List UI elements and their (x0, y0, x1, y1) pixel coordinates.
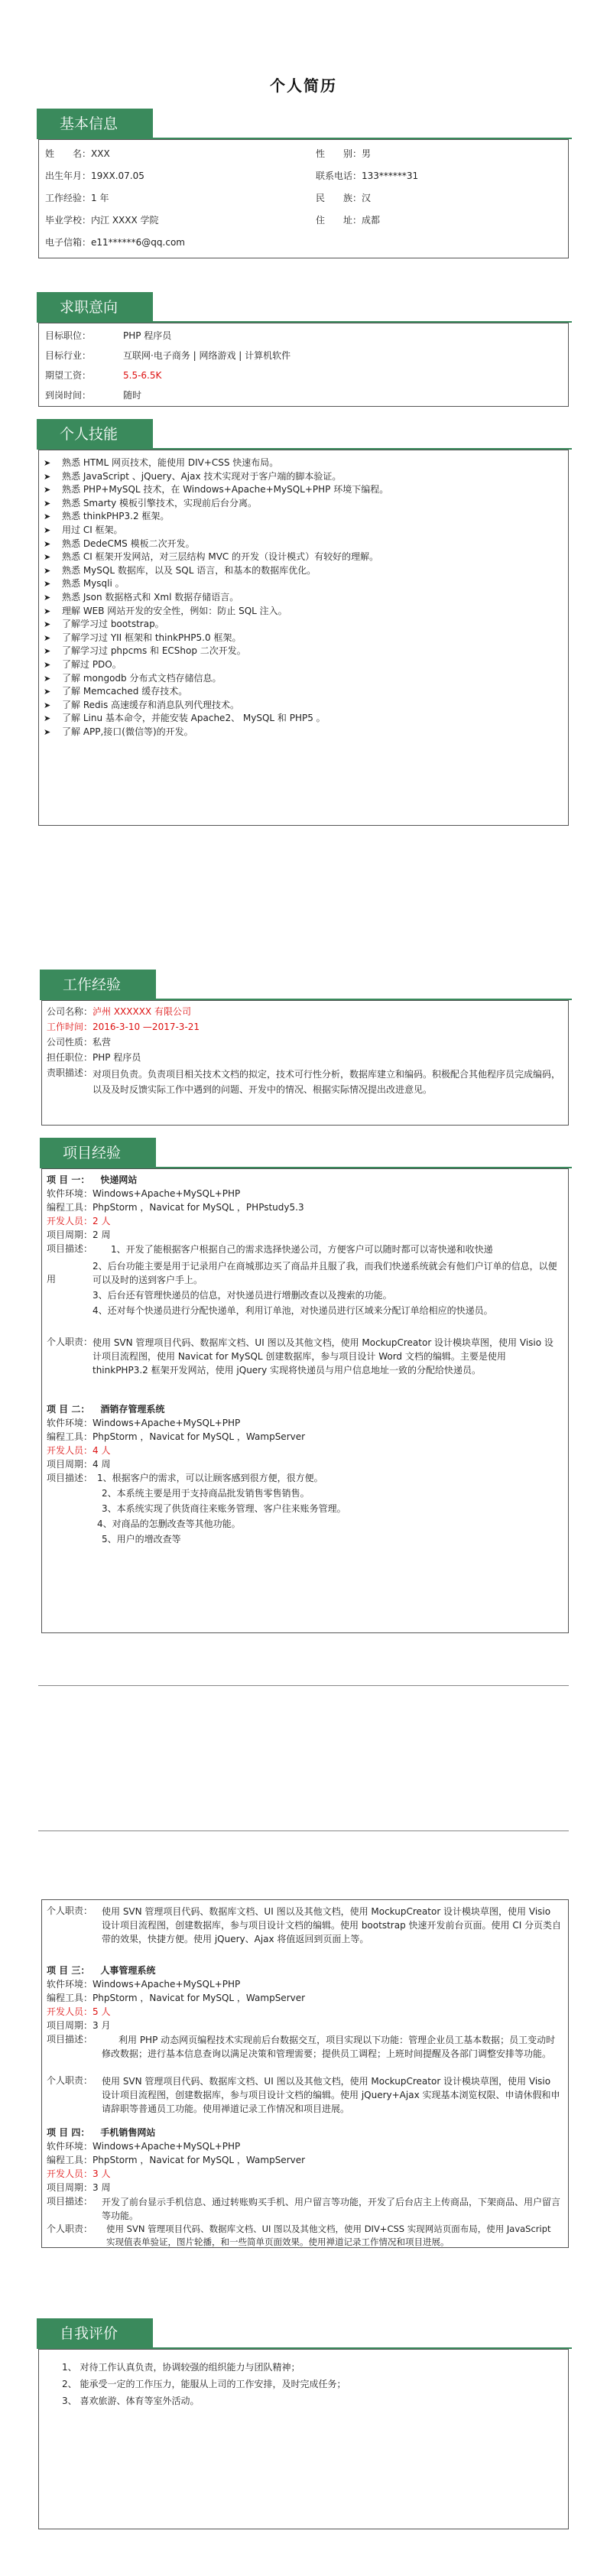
skill-text: 熟悉 Smarty 模板引擎技术，实现前后台分离。 (62, 497, 258, 508)
skill-text: 了解学习过 YII 框架和 thinkPHP5.0 框架。 (62, 632, 242, 643)
role-text: 使用 SVN 管理项目代码、数据库文档、UI 图以及其他文档，使用 MockupCreator 设计模块草图，使用 Visio 设计项目流程图，创建数据库，参与项目设计文档的编辑。使用 jQuery+Ajax 实现基本浏览权限、申请休假和申请辞职等普通员工功能。使用禅道记录工作情况和项目进展。 (102, 2076, 560, 2114)
role-text: 使用 SVN 管理项目代码、数据库文档、UI 图以及其他文档，使用 MockupCreator 设计模块草图，使用 Visio 设计项目流程图，创建数据库，参与项目设计文档的编辑。使用 bootstrap 快速开发前台页面。使用 CI 分页类自带的效果，快捷方便。使用 jQuery、Ajax 将值返回到页面上等。 (102, 1906, 562, 1944)
period-value: 4 周 (93, 1459, 111, 1470)
period-value: 3 月 (93, 2020, 111, 2031)
skill-item (41, 618, 388, 632)
basic-info-box (38, 139, 569, 258)
project-desc-line: 3、后台还有管理快递员的信息，对快递员进行增删改查以及搜索的功能。 (93, 1290, 392, 1301)
skill-text: 了解 Redis 高速缓存和消息队列代理技术。 (62, 699, 240, 710)
role-label: 个人职责： (47, 1337, 93, 1347)
skill-text: 了解 APP,接口(微信等)的开发。 (62, 726, 193, 737)
project-desc-line: 2、本系统主要是用于支持商品批发销售零售销售。 (102, 1488, 310, 1499)
school-label: 毕业学校： (45, 215, 92, 226)
skill-text: 熟悉 MySQL 数据库，以及 SQL 语言，和基本的数据库优化。 (62, 564, 316, 576)
tool-label: 编程工具： (47, 1993, 93, 2003)
project-desc-line: 1、根据客户的需求，可以让顾客感到很方便，很方便。 (97, 1473, 323, 1483)
role-label: 个人职责： (47, 1905, 93, 1916)
skill-text: 熟悉 HTML 网页技术，能使用 DIV+CSS 快速布局。 (62, 457, 279, 468)
intent-value: 互联网·电子商务 | 网络游戏 | 计算机软件 (123, 350, 291, 361)
section-header-skills: 个人技能 (37, 419, 153, 450)
arrow-bullet-icon: ➤ (44, 579, 51, 590)
tool-label: 编程工具： (47, 2155, 93, 2165)
project-name: 快递网站 (100, 1174, 138, 1185)
desc-label: 项目描述： (47, 1473, 93, 1483)
arrow-bullet-icon: ➤ (44, 632, 51, 643)
dev-value: 4 人 (93, 1445, 111, 1456)
arrow-bullet-icon: ➤ (44, 606, 51, 616)
role-text: 使用 SVN 管理项目代码、数据库文档、UI 图以及其他文档，使用 DIV+CSS 实现网站页面布局，使用 JavaScript 实现值表单验证，图片轮播，和一些简单页面效果。使用禅道记录工作情况和项目进展。 (106, 2224, 551, 2247)
intent-label: 期望工资： (45, 370, 92, 381)
nature-value: 私营 (93, 1037, 112, 1048)
tool-value: PhpStorm ，Navicat for MySQL ，WampServer (93, 1431, 306, 1442)
period-label: 项目周期： (47, 2020, 93, 2031)
section-header-evaluation: 自我评价 (37, 2318, 153, 2349)
desc-label: 项目描述： (47, 1243, 93, 1254)
skill-text: 熟悉 Mysqli 。 (62, 578, 125, 590)
position-label: 担任职位： (47, 1052, 93, 1063)
role-label: 个人职责： (47, 2224, 93, 2234)
skill-item (41, 497, 388, 511)
skills-list (41, 456, 388, 739)
evaluation-item: 2、 能承受一定的工作压力，能服从上司的工作安排，及时完成任务； (62, 2379, 346, 2389)
arrow-bullet-icon: ➤ (44, 726, 51, 737)
tool-value: PhpStorm ，Navicat for MySQL ，PHPstudy5.3 (93, 1202, 304, 1213)
project-desc-line: 3、本系统实现了供货商往来账务管理、客户往来账务管理。 (102, 1503, 346, 1514)
skill-item (41, 483, 388, 497)
project-desc-line: 2、后台功能主要是用于记录用户在商城那边买了商品并且服了我，而我们快递系统就会有他们户订单的信息，以便可以及时的送到客户手上。 (93, 1261, 557, 1285)
arrow-bullet-icon: ➤ (44, 565, 51, 576)
skill-item (41, 470, 388, 484)
intent-value: 5.5-6.5K (123, 370, 162, 381)
skill-item (41, 551, 388, 564)
company-label: 公司名称： (47, 1006, 93, 1017)
gender-value: 男 (362, 148, 372, 159)
intent-label: 到岗时间： (45, 390, 92, 401)
arrow-bullet-icon: ➤ (44, 673, 51, 684)
arrow-bullet-icon: ➤ (44, 498, 51, 508)
dev-label: 开发人员： (47, 2168, 93, 2179)
arrow-bullet-icon: ➤ (44, 619, 51, 630)
role-text: 使用 SVN 管理项目代码、数据库文档、UI 图以及其他文档，使用 MockupCreator 设计模块草图，使用 Visio 设计项目流程图，使用 Navicat for MySQL 创建数据库，参与项目设计 Word 文档的编辑。主要是使用 thinkPHP3.2 框架开发网站，使用 jQuery 实现将快递员与用户信息地址一致的分配给快递员。 (93, 1337, 553, 1376)
email-value[interactable]: e11******6@qq.com (91, 237, 185, 248)
birth-label: 出生年月： (45, 171, 92, 181)
addr-value: 成都 (362, 215, 381, 226)
skill-text: 熟悉 Json 数据格式和 Xml 数据存储语言。 (62, 591, 239, 603)
tool-label: 编程工具： (47, 1202, 93, 1213)
arrow-bullet-icon: ➤ (44, 538, 51, 549)
arrow-bullet-icon: ➤ (44, 552, 51, 563)
duty-text: 对项目负责。负责项目相关技术文档的拟定，技术可行性分析，数据库建立和编码。积极配合其他程序员完成编码，以及及时反馈实际工作中遇到的问题、开发中的情况、根据实际情况提出改进意见。 (93, 1069, 561, 1095)
intent-label: 目标行业： (45, 350, 92, 361)
nature-label: 公司性质： (47, 1037, 93, 1048)
dev-value: 2 人 (93, 1216, 111, 1226)
intent-box (38, 323, 569, 407)
skill-item (41, 726, 388, 739)
skill-item (41, 685, 388, 699)
period-label: 项目周期： (47, 2182, 93, 2193)
name-label: 姓 名： (45, 148, 92, 159)
evaluation-box (38, 2349, 569, 2529)
env-value: Windows+Apache+MySQL+PHP (93, 2141, 241, 2152)
arrow-bullet-icon: ➤ (44, 646, 51, 657)
period-label: 项目周期： (47, 1230, 93, 1240)
project-name: 人事管理系统 (100, 1965, 156, 1976)
skill-text: 了解学习过 phpcms 和 ECShop 二次开发。 (62, 645, 246, 657)
project-desc-line: 用 (47, 1274, 57, 1285)
time-value: 2016-3-10 —2017-3-21 (93, 1022, 200, 1032)
page-break-rule (38, 1685, 569, 1686)
env-value: Windows+Apache+MySQL+PHP (93, 1979, 241, 1990)
role-label: 个人职责： (47, 2075, 93, 2086)
phone-value: 133******31 (362, 171, 419, 181)
arrow-bullet-icon: ➤ (44, 592, 51, 603)
project-desc-line: 4、还对每个快递员进行分配快递单，利用订单池，对快递员进行区域来分配订单给相应的快递员。 (93, 1305, 493, 1316)
skills-box (38, 450, 569, 826)
skill-text: 熟悉 JavaScript 、jQuery、Ajax 技术实现对于客户端的脚本验证。 (62, 470, 342, 482)
evaluation-item: 1、 对待工作认真负责，协调较强的组织能力与团队精神； (62, 2362, 300, 2373)
project-no: 项 目 三： (47, 1965, 90, 1976)
arrow-bullet-icon: ➤ (44, 512, 51, 522)
project-desc-line: 5、用户的增改查等 (102, 1534, 181, 1545)
env-label: 软件环境： (47, 2141, 93, 2152)
desc-label: 项目描述： (47, 2034, 93, 2045)
period-value: 3 周 (93, 2182, 111, 2193)
dev-value: 3 人 (93, 2168, 111, 2179)
skill-item (41, 712, 388, 726)
period-value: 2 周 (93, 1230, 111, 1240)
env-label: 软件环境： (47, 1188, 93, 1199)
projects-box-page1 (41, 1168, 569, 1633)
work-box (41, 1000, 569, 1126)
env-value: Windows+Apache+MySQL+PHP (93, 1418, 241, 1428)
phone-label: 联系电话： (316, 171, 362, 181)
env-label: 软件环境： (47, 1979, 93, 1990)
dev-label: 开发人员： (47, 1216, 93, 1226)
page-title: 个人简历 (270, 76, 337, 95)
arrow-bullet-icon: ➤ (44, 485, 51, 495)
skill-item (41, 510, 388, 524)
dev-value: 5 人 (93, 2006, 111, 2017)
skill-item (41, 632, 388, 645)
school-value: 内江 XXXX 学院 (91, 215, 159, 226)
arrow-bullet-icon: ➤ (44, 713, 51, 724)
skill-item (41, 672, 388, 686)
skill-item (41, 524, 388, 538)
skill-text: 理解 WEB 网站开发的安全性，例如：防止 SQL 注入。 (62, 605, 287, 616)
skill-text: 了解学习过 bootstrap。 (62, 619, 164, 630)
skill-item (41, 456, 388, 470)
skill-item (41, 699, 388, 713)
arrow-bullet-icon: ➤ (44, 525, 51, 535)
tool-label: 编程工具： (47, 1431, 93, 1442)
skill-text: 熟悉 thinkPHP3.2 框架。 (62, 511, 170, 522)
tool-value: PhpStorm ，Navicat for MySQL ，WampServer (93, 1993, 306, 2003)
arrow-bullet-icon: ➤ (44, 700, 51, 710)
arrow-bullet-icon: ➤ (44, 687, 51, 697)
project-desc-line: 4、对商品的怎删改查等其他功能。 (97, 1519, 241, 1529)
period-label: 项目周期： (47, 1459, 93, 1470)
exp-value: 1 年 (91, 193, 109, 203)
birth-value: 19XX.07.05 (91, 171, 144, 181)
dev-label: 开发人员： (47, 1445, 93, 1456)
dev-label: 开发人员： (47, 2006, 93, 2017)
page-break-rule (38, 1830, 569, 1831)
name-value: XXX (91, 148, 110, 159)
skill-text: 了解 Linu 基本命令，并能安装 Apache2、 MySQL 和 PHP5 。 (62, 713, 326, 724)
skill-text: 了解 Memcached 缓存技术。 (62, 686, 188, 697)
intent-label: 目标职位： (45, 330, 92, 341)
skill-text: 熟悉 CI 框架开发网站，对三层结构 MVC 的开发（设计模式）有较好的理解。 (62, 551, 379, 563)
duty-label: 责职描述： (47, 1067, 93, 1078)
tool-value: PhpStorm ，Navicat for MySQL ，WampServer (93, 2155, 306, 2165)
ethnic-label: 民 族： (316, 193, 362, 203)
projects-box-page2 (41, 1899, 569, 2248)
section-header-basic: 基本信息 (37, 109, 153, 139)
arrow-bullet-icon: ➤ (44, 458, 51, 468)
skill-text: 了解过 PDO。 (62, 658, 122, 670)
position-value: PHP 程序员 (93, 1052, 141, 1063)
project-name: 酒销存管理系统 (100, 1404, 165, 1415)
env-value: Windows+Apache+MySQL+PHP (93, 1188, 241, 1199)
gender-label: 性 别： (316, 148, 362, 159)
time-label: 工作时间： (47, 1022, 93, 1032)
skill-item (41, 538, 388, 551)
evaluation-list (62, 2359, 346, 2409)
evaluation-item: 3、 喜欢旅游、体育等室外活动。 (62, 2396, 200, 2406)
company-value: 泸州 XXXXXX 有限公司 (93, 1006, 191, 1017)
section-header-projects: 项目经验 (40, 1138, 156, 1168)
skill-text: 用过 CI 框架。 (62, 524, 123, 535)
project-desc: 利用 PHP 动态网页编程技术实现前后台数据交互，项目实现以下功能：管理企业员工基本数据；员工变动时修改数据；进行基本信息查询以满足决策和管理需要；提供员工调程；上班时间提醒及各部门调整安排等功能。 (102, 2035, 556, 2059)
ethnic-value: 汉 (362, 193, 372, 203)
desc-label: 项目描述： (47, 2196, 93, 2207)
section-header-work: 工作经验 (40, 970, 156, 1000)
skill-item (41, 645, 388, 658)
skill-item (41, 605, 388, 619)
project-name: 手机销售网站 (100, 2127, 156, 2138)
env-label: 软件环境： (47, 1418, 93, 1428)
project-desc: 开发了前台显示手机信息、通过转账购买手机、用户留言等功能，开发了后台店主上传商品，下架商品、用户留言等功能。 (102, 2197, 561, 2221)
arrow-bullet-icon: ➤ (44, 471, 51, 482)
skill-item (41, 658, 388, 672)
skill-text: 熟悉 DedeCMS 模板二次开发。 (62, 538, 195, 549)
addr-label: 住 址： (316, 215, 362, 226)
section-header-intent: 求职意向 (37, 292, 153, 323)
skill-text: 了解 mongodb 分布式文档存储信息。 (62, 672, 222, 684)
skill-text: 熟悉 PHP+MySQL 技术，在 Windows+Apache+MySQL+PHP 环境下编程。 (62, 484, 389, 495)
email-label: 电子信箱： (45, 237, 92, 248)
project-no: 项 目 二： (47, 1404, 90, 1415)
arrow-bullet-icon: ➤ (44, 659, 51, 670)
skill-item (41, 591, 388, 605)
intent-value: PHP 程序员 (123, 330, 172, 341)
exp-label: 工作经验： (45, 193, 92, 203)
intent-value: 随时 (123, 390, 142, 401)
skill-item (41, 564, 388, 578)
skill-item (41, 577, 388, 591)
project-no: 项 目 四： (47, 2127, 90, 2138)
project-no: 项 目 一： (47, 1174, 90, 1185)
project-desc-line: 1、开发了能根据客户根据自己的需求选择快递公司，方便客户可以随时都可以寄快递和收快递 (111, 1244, 493, 1255)
